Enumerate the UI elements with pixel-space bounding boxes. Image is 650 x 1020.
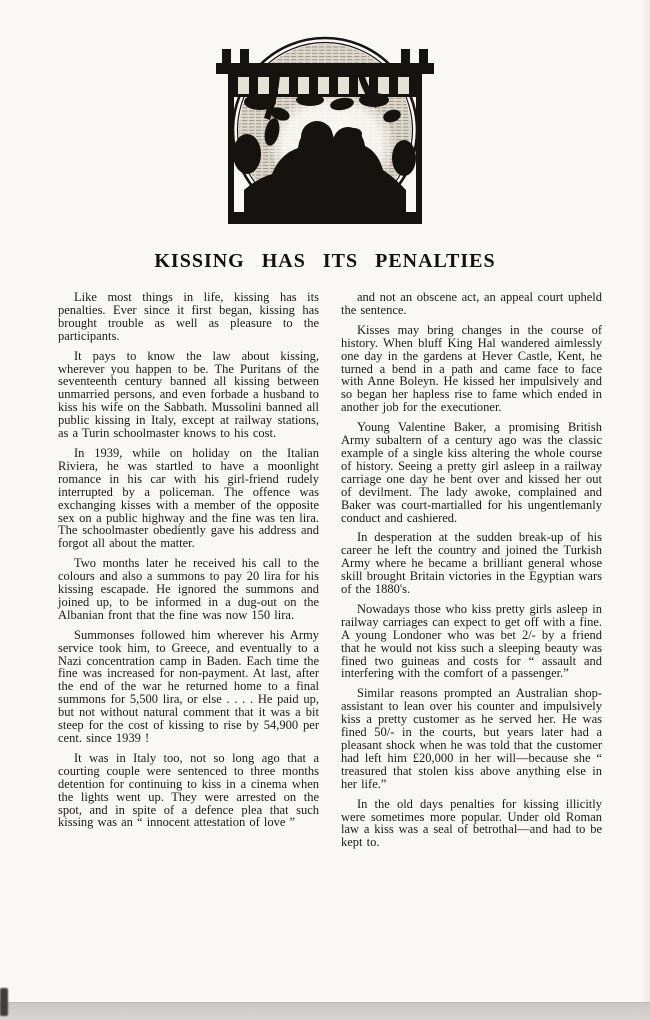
paragraph: and not an obscene act, an appeal court upheld the sentence. <box>341 290 602 317</box>
paragraph: It pays to know the law about kissing, wherever you happen to be. The Puritans of the seventeenth century banned all kissing between unmarried persons, and even forbade a husband to kiss his wife on the Sabbath. Mussolini banned all public kissing in Italy, except at railway stations, as a Turin schoolmaster knows to his cost. <box>58 348 319 441</box>
paragraph: Summonses followed him wherever his Army service took him, to Greece, and eventually to a Nazi concentration camp in Baden. Each time the fine was increased for non-payment. At last, after the end of the war he returned home to a final summons for 5,500 lira, or else . . . . He paid up, but not without natural comment that it was a bit steep for the cost of kissing to rise by 54,900 per cent. since 1939 ! <box>58 627 319 745</box>
couple-silhouette-vignette-illustration <box>214 36 436 228</box>
paragraph: In desperation at the sudden break-up of his career he left the country and joined the Turkish Army where he became a brilliant general whose skill brought Britain victories in the Egyptian wars of the 1880's. <box>341 530 602 597</box>
paragraph: Kisses may bring changes in the course of history. When bluff King Hal wandered aimlessly one day in the gardens at Hever Castle, Kent, he turned a bend in a path and came face to face with Anne Boleyn. He kissed her impulsively and so began her hapless rise to fame which ended in another job for the executioner. <box>341 322 602 415</box>
paragraph: In 1939, while on holiday on the Italian Riviera, he was startled to have a moonlight romance in his car with his girl-friend rudely interrupted by a policeman. The offence was exchanging kisses with a member of the opposite sex on a public highway and the fine was ten lira. The schoolmaster obediently gave his address and forgot all about the matter. <box>58 445 319 551</box>
paragraph: In the old days penalties for kissing illicitly were sometimes more popular. Under old Roman law a kiss was a seal of betrothal—and had to be kept to. <box>341 796 602 850</box>
article-body <box>0 291 650 856</box>
square-bottom-edge <box>228 212 422 224</box>
paragraph: Two months later he received his call to the colours and also a summons to pay 20 lira for his kissing escapade. He ignored the summons and joined up, to be informed in a dug-out on the Albanian front that the fine was now 150 lira. <box>58 556 319 622</box>
paragraph: Young Valentine Baker, a promising British Army subaltern of a century ago was the classic example of a single kiss altering the whole course of history. Seeing a pretty girl asleep in a railway carriage one day he bent over and kissed her out of devilment. The lady awoke, complained and Baker was court-martialled for his ungentlemanly conduct and cashiered. <box>341 420 602 525</box>
paragraph: It was in Italy too, not so long ago that a courting couple were sentenced to three months detention for continuing to kiss in a cinema when the lights went up. They were arrested on the spot, and in spite of a defence plea that such kissing was an “ innocent attestation of love ” <box>58 750 319 830</box>
page-title: KISSING HAS ITS PENALTIES <box>154 250 496 272</box>
paragraph: Similar reasons prompted an Australian shop-assistant to lean over his counter and impulsively kiss a pretty customer as he served her. He was fined 50/- in the courts, but years later had a pleasant shock when he was told that the customer had left him £20,000 in her will—because she “ treasured that stolen kiss above anything else in her life.” <box>341 686 602 791</box>
scan-bottom-band <box>0 1002 650 1020</box>
illustration-wrap <box>0 0 650 228</box>
scan-edge-shading <box>640 0 650 1020</box>
paragraph: Nowadays those who kiss pretty girls asleep in railway carriages can expect to get off with a fine. A young Londoner who was bet 2/- by a friend that he would not kiss such a sleeping beauty was fined two guineas and costs for “ assault and interfering with the comfort of a passenger.” <box>341 601 602 681</box>
paragraph: Like most things in life, kissing has its penalties. Ever since it first began, kissing has brought trouble as well as pleasure to the participants. <box>58 290 319 343</box>
left-column <box>58 291 319 856</box>
right-column <box>341 291 602 856</box>
scan-smudge <box>0 988 8 1016</box>
